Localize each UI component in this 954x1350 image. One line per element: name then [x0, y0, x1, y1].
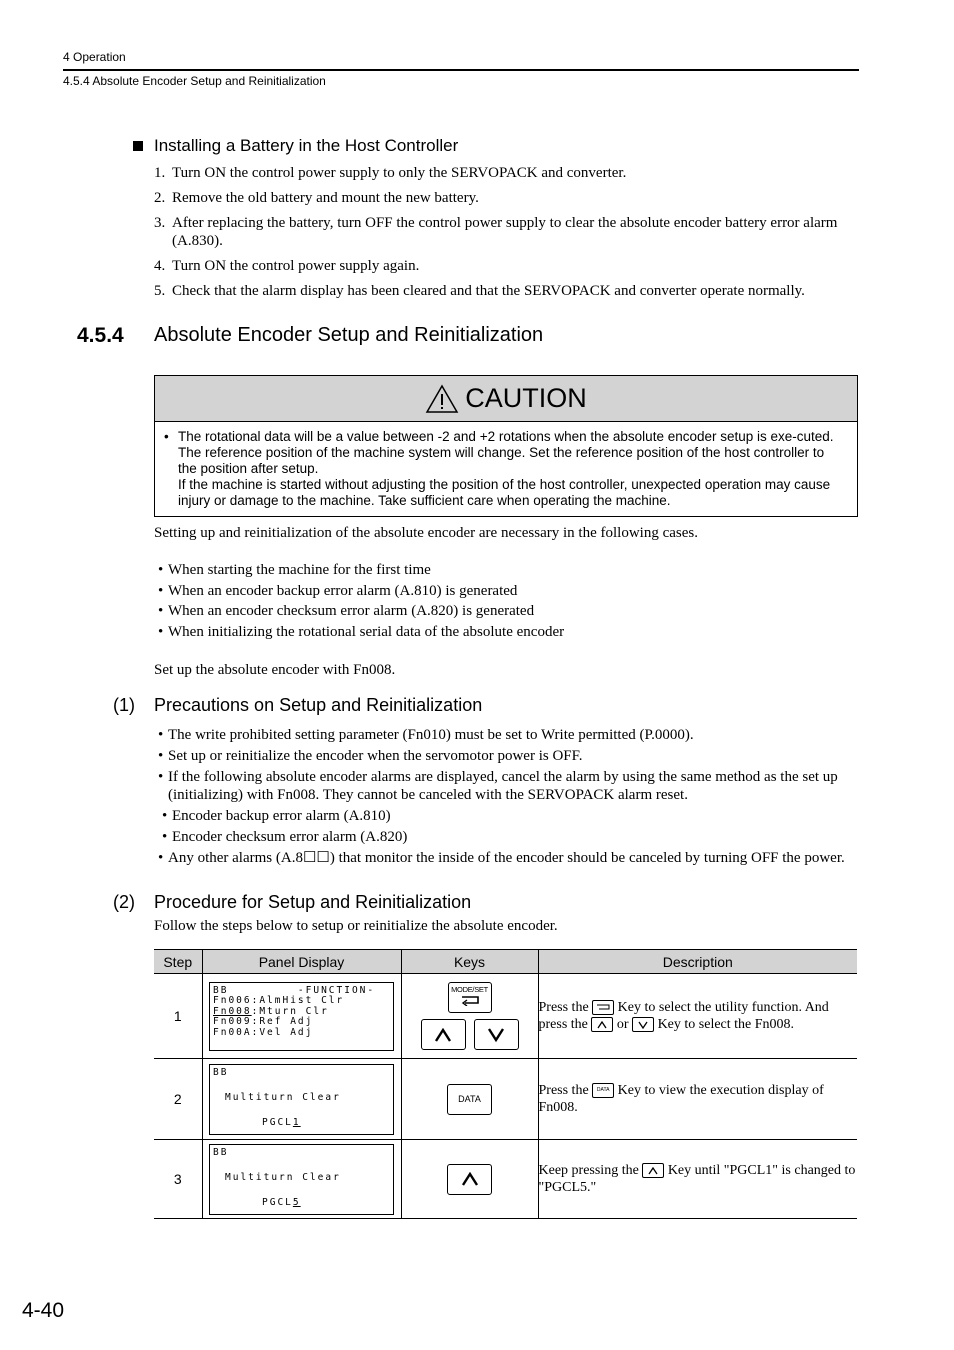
description-cell: Press the DATA Key to view the execution display of Fn008. [538, 1059, 857, 1140]
list-item: • When an encoder backup error alarm (A.810) is generated [158, 581, 858, 602]
list-item: • When an encoder checksum error alarm (A.820) is generated [158, 601, 858, 622]
caution-text-1: The rotational data will be a value between -2 and +2 rotations when the absolute encoder setup is exe-cuted. The reference position of the machine system will change. Set the reference position of the host controller to the position after setup. [178, 429, 834, 476]
column-header: Description [538, 950, 857, 974]
up-arrow-icon [434, 1028, 452, 1042]
section-title: Absolute Encoder Setup and Reinitialization [154, 324, 544, 346]
description-cell: Keep pressing the Key until "PGCL1" is changed to "PGCL5." [538, 1140, 857, 1219]
panel-display-cell [202, 1140, 401, 1219]
header-section: 4.5.4 Absolute Encoder Setup and Reinitialization [63, 74, 326, 88]
list-item: 2. Remove the old battery and mount the new battery. [154, 190, 479, 206]
panel-display-cell [202, 974, 401, 1059]
lcd-display: BB Multiturn Clear PGCL1 [209, 1064, 394, 1135]
list-item: • When starting the machine for the first time [158, 560, 858, 581]
data-key-icon: DATA [592, 1083, 614, 1098]
header-chapter: 4 Operation [63, 50, 126, 64]
precautions-list [158, 726, 858, 867]
return-arrow-icon [459, 994, 481, 1006]
procedure-intro: Follow the steps below to setup or reinitialize the absolute encoder. [154, 918, 558, 934]
intro-text: Setting up and reinitialization of the absolute encoder are necessary in the following cases. [154, 525, 698, 541]
keys-cell [401, 1059, 538, 1140]
battery-heading-text: Installing a Battery in the Host Controller [154, 136, 459, 155]
warning-triangle-icon [425, 384, 459, 414]
caution-box [154, 375, 858, 517]
list-subitem: • Encoder backup error alarm (A.810) [158, 807, 858, 825]
table-row [154, 1140, 857, 1219]
list-item: • Set up or reinitialize the encoder when the servomotor power is OFF. [158, 747, 858, 765]
up-arrow-icon [642, 1163, 664, 1178]
caution-title: CAUTION [465, 383, 587, 413]
lcd-display: BB Multiturn Clear PGCL5 [209, 1144, 394, 1215]
step-cell: 2 [154, 1059, 202, 1140]
up-arrow-icon [461, 1172, 479, 1186]
caution-text-2: If the machine is started without adjusting the position of the host controller, unexpected operation may cause injury or damage to the machine. Take sufficient care when operating the machine. [178, 477, 831, 508]
caution-header [155, 376, 857, 422]
list-subitem: • Encoder checksum error alarm (A.820) [158, 828, 858, 846]
procedure-number: (2) [113, 892, 135, 912]
setup-line: Set up the absolute encoder with Fn008. [154, 662, 396, 678]
up-arrow-key[interactable] [421, 1019, 466, 1050]
step-cell: 3 [154, 1140, 202, 1219]
cases-list [158, 560, 858, 642]
keys-cell [401, 1140, 538, 1219]
page-number: 4-40 [22, 1299, 65, 1322]
battery-heading [133, 136, 458, 156]
keys-cell [401, 974, 538, 1059]
table-header-row [154, 950, 857, 974]
procedure-title: Procedure for Setup and Reinitialization [154, 892, 472, 912]
list-item: 1. Turn ON the control power supply to only the SERVOPACK and converter. [154, 165, 627, 181]
list-item: 3. After replacing the battery, turn OFF the control power supply to clear the absolute encoder battery error alarm (A.830). [154, 215, 838, 249]
list-item: 4. Turn ON the control power supply again. [154, 258, 420, 274]
table-row [154, 974, 857, 1059]
list-item: 5. Check that the alarm display has been cleared and that the SERVOPACK and converter operate normally. [154, 283, 805, 299]
up-arrow-icon [591, 1017, 613, 1032]
square-bullet-icon [133, 141, 143, 151]
column-header: Step [154, 950, 202, 974]
battery-steps-list [154, 164, 854, 307]
precautions-title: Precautions on Setup and Reinitialization [154, 695, 483, 715]
step-cell: 1 [154, 974, 202, 1059]
panel-display-cell [202, 1059, 401, 1140]
down-arrow-key[interactable] [474, 1019, 519, 1050]
lcd-display: BB -FUNCTION- Fn006:AlmHist Clr Fn008:Mturn Clr Fn009:Ref Adj Fn00A:Vel Adj [209, 982, 394, 1051]
down-arrow-icon [487, 1028, 505, 1042]
column-header: Keys [401, 950, 538, 974]
procedure-table [154, 949, 857, 1219]
list-item: • Any other alarms (A.8☐☐) that monitor the inside of the encoder should be canceled by turning OFF the power. [158, 849, 858, 867]
description-cell: Press the Key to select the utility function. And press the or Key to select the Fn008. [538, 974, 857, 1059]
list-item: • If the following absolute encoder alarms are displayed, cancel the alarm by using the same method as the set up (initializing) with Fn008. They cannot be canceled with the SERVOPACK alarm reset. [158, 768, 858, 804]
down-arrow-icon [632, 1017, 654, 1032]
section-number: 4.5.4 [77, 324, 124, 347]
list-item: • When initializing the rotational serial data of the absolute encoder [158, 622, 858, 643]
up-arrow-key[interactable] [447, 1164, 492, 1195]
table-row [154, 1059, 857, 1140]
mode-set-key-icon [592, 1000, 614, 1015]
mode-set-key[interactable]: MODE/SET [448, 982, 492, 1013]
list-item: • The write prohibited setting parameter (Fn010) must be set to Write permitted (P.0000). [158, 726, 858, 744]
column-header: Panel Display [202, 950, 401, 974]
precautions-number: (1) [113, 695, 135, 715]
caution-body: • The rotational data will be a value between -2 and +2 rotations when the absolute encoder setup is exe-cuted. The reference position of the machine system will change. Set the reference position of the host controller to the position after setup. If the machine is started without adjusting the position of the host controller, unexpected operation may cause injury or damage to the machine. Take sufficient care when operating the machine. [155, 422, 857, 509]
header-rule [63, 69, 859, 71]
data-key[interactable]: DATA [447, 1084, 492, 1115]
